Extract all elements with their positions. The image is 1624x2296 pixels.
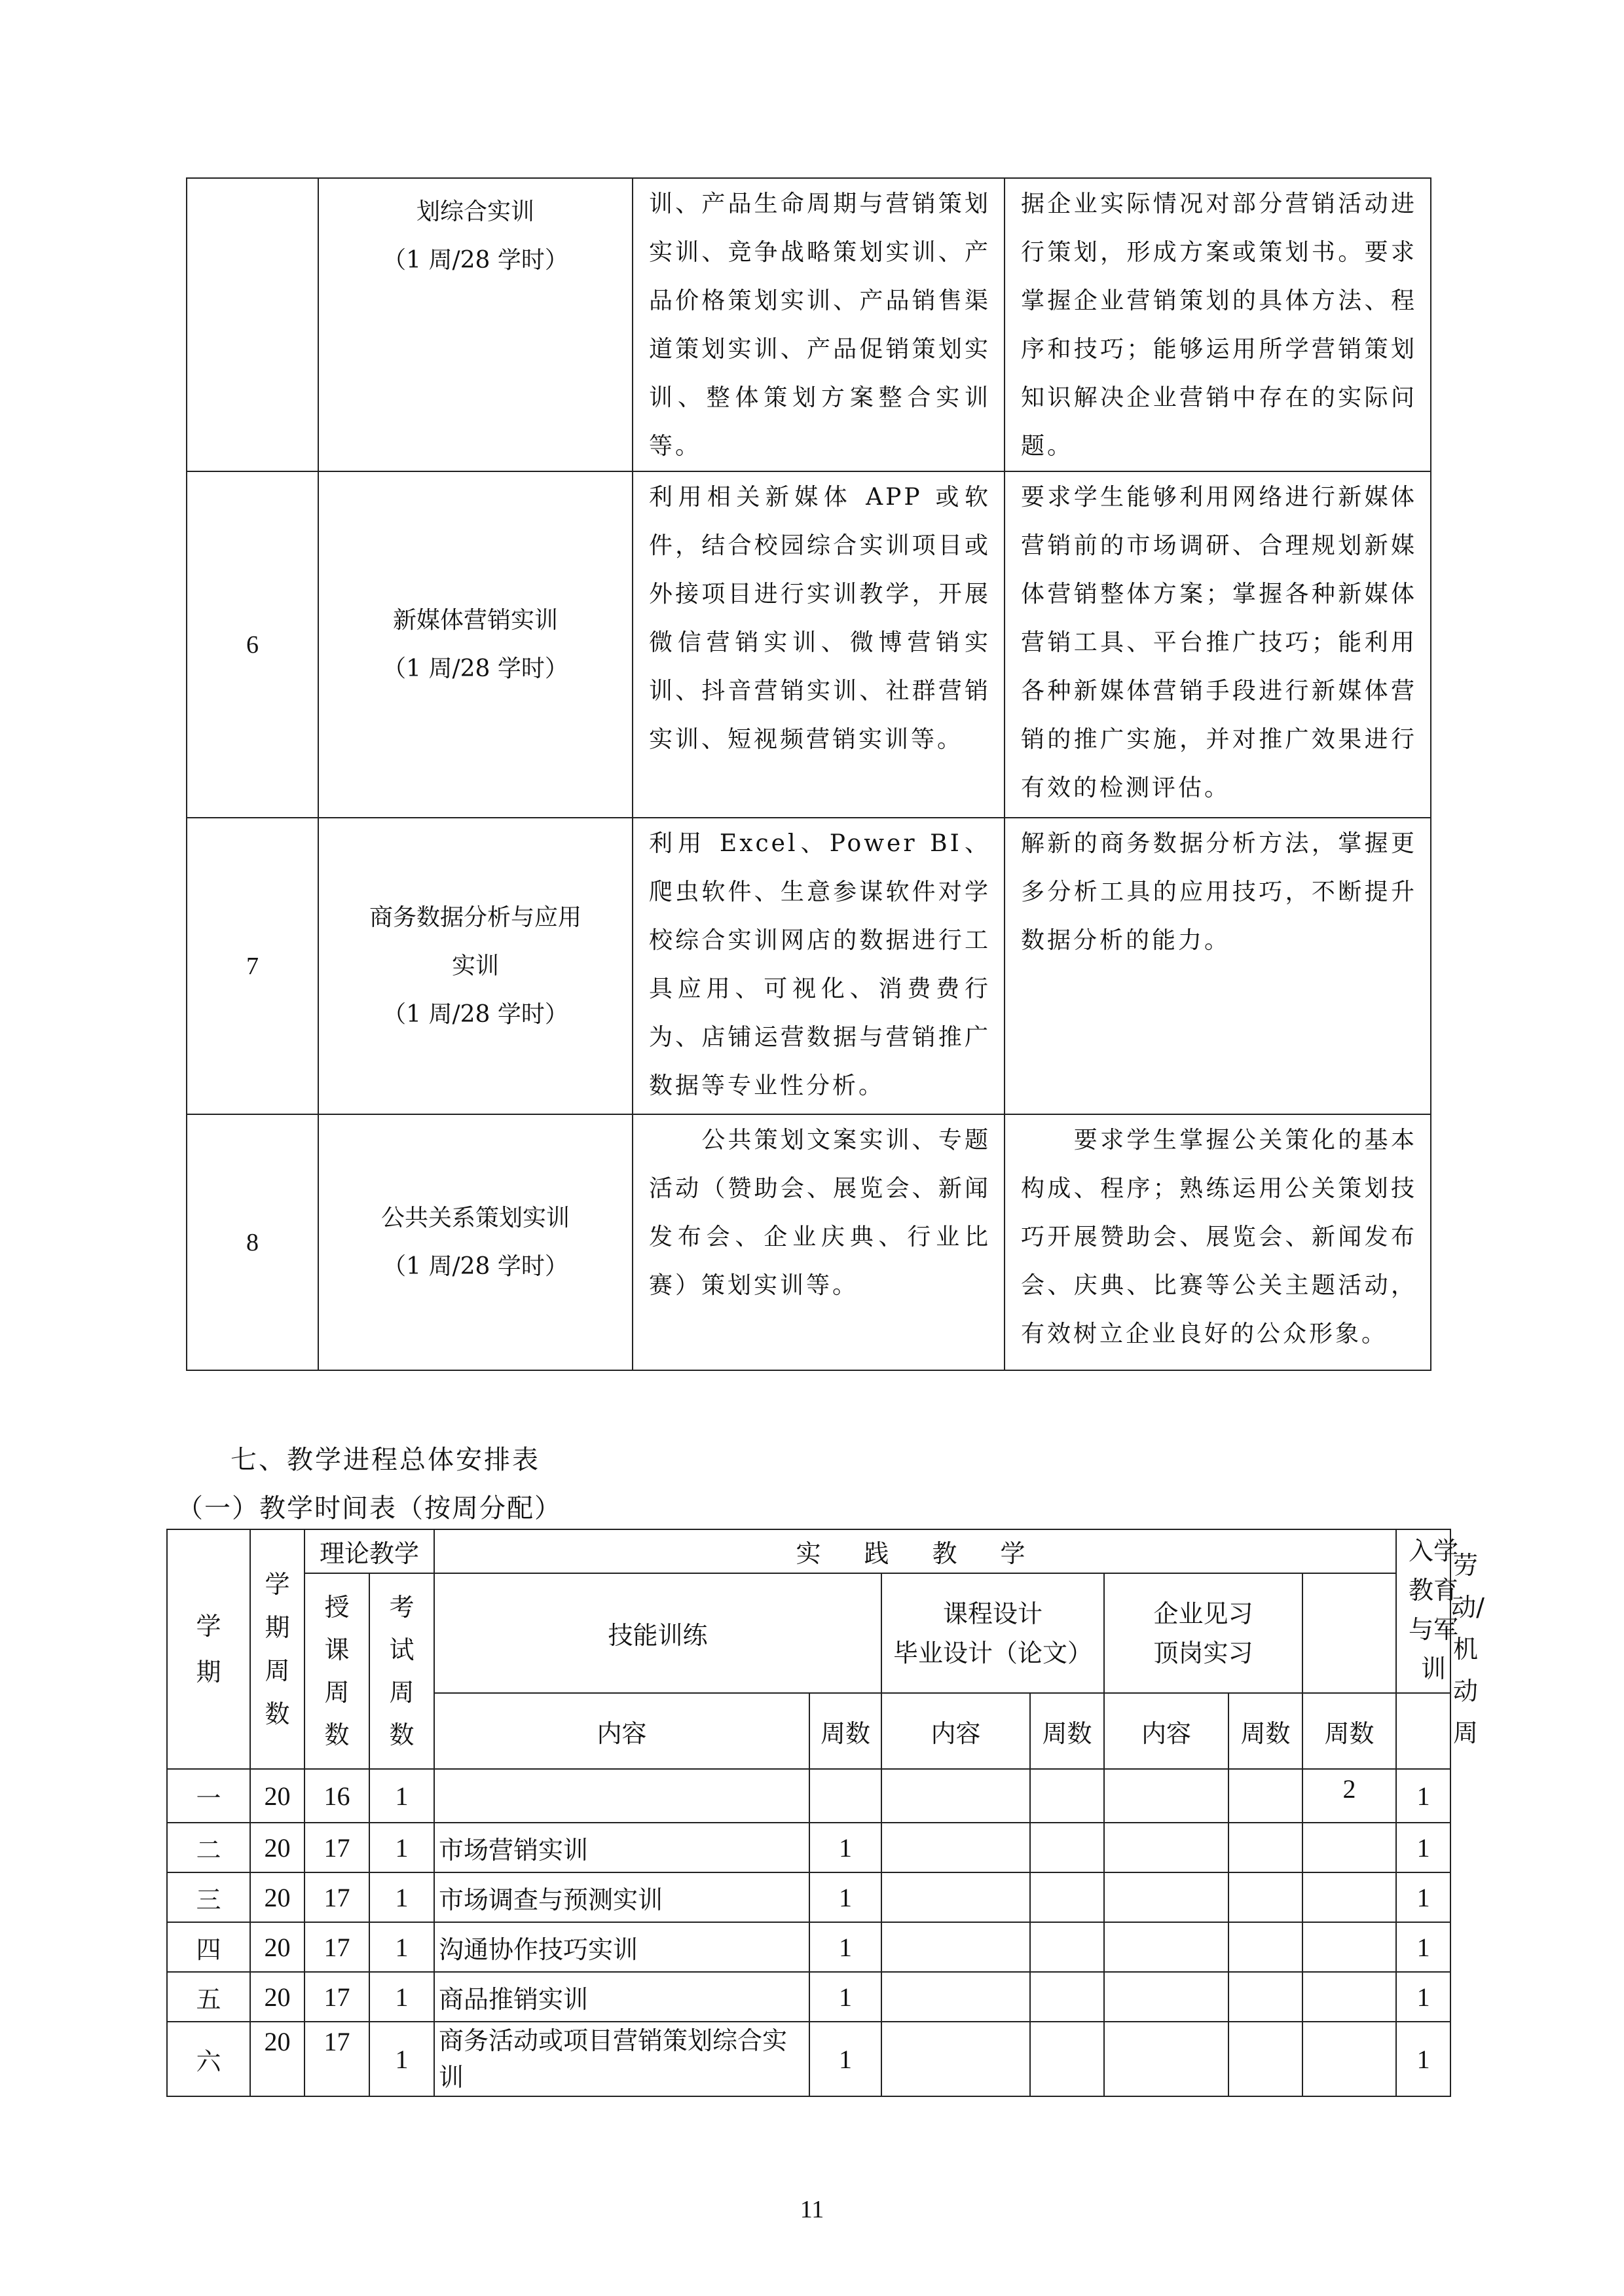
cell-semester-weeks: 20 [250, 1972, 304, 2022]
project-content: 训、产品生命周期与营销策划实训、竞争战略策划实训、产品价格策划实训、产品销售渠道策划实训、产品促销策划实训、整体策划方案整合实训等。 [633, 178, 1005, 471]
cell-semester: 一 [167, 1769, 250, 1823]
cell-empty [881, 1872, 1030, 1922]
cell-enrollment-weeks: 2 [1302, 1769, 1396, 1823]
cell-skill-weeks: 1 [809, 1823, 881, 1872]
header-content: 内容 [1104, 1693, 1228, 1769]
section-title: 七、教学进程总体安排表 [231, 1445, 540, 1475]
cell-exam-weeks: 1 [369, 2022, 434, 2096]
header-teaching-weeks-label: 授课周数 [324, 1592, 350, 1749]
table-row [167, 1972, 1450, 2022]
cell-empty [1228, 1922, 1302, 1972]
project-requirement: 要求学生能够利用网络进行新媒体营销前的市场调研、合理规划新媒体营销整体方案；掌握各种新媒体营销工具、平台推广技巧；能利用各种新媒体营销手段进行新媒体营销的推广实施，并对推广效果进行有效的检测评估。 [1005, 471, 1431, 818]
cell-empty [1030, 2022, 1104, 2096]
header-content: 内容 [881, 1693, 1030, 1769]
header-weeks: 周数 [1228, 1693, 1302, 1769]
header-teaching-weeks [304, 1573, 369, 1769]
cell-teaching-weeks: 17 [304, 1972, 369, 2022]
header-exam-weeks-label: 考试周数 [389, 1592, 415, 1749]
table-row [167, 1769, 1450, 1823]
cell-semester: 六 [167, 2022, 250, 2096]
cell-semester: 二 [167, 1823, 250, 1872]
table-row [187, 818, 1431, 1114]
cell-teaching-weeks: 17 [304, 1823, 369, 1872]
cell-empty [1228, 1972, 1302, 2022]
cell-exam-weeks: 1 [369, 1823, 434, 1872]
table-row [187, 471, 1431, 818]
cell-semester-weeks: 20 [250, 2022, 304, 2096]
table-row [167, 2022, 1450, 2096]
cell-semester: 五 [167, 1972, 250, 2022]
row-number: 6 [187, 471, 318, 818]
cell-teaching-weeks: 16 [304, 1769, 369, 1823]
cell-labor-weeks: 1 [1396, 2022, 1450, 2096]
cell-labor-weeks: 1 [1396, 1823, 1450, 1872]
header-internship [1104, 1573, 1302, 1693]
cell-labor-weeks: 1 [1396, 1972, 1450, 2022]
table-row [167, 1922, 1450, 1972]
cell-semester: 四 [167, 1922, 250, 1972]
header-semester-label: 学期 [196, 1612, 221, 1686]
header-skill-training: 技能训练 [434, 1573, 881, 1693]
header-weeks: 周数 [1302, 1693, 1396, 1769]
cell-empty [881, 1823, 1030, 1872]
project-name [318, 178, 633, 471]
header-enrollment [1396, 1529, 1459, 1693]
table-row [187, 178, 1431, 471]
project-name-line: 划综合实训 [416, 198, 534, 225]
cell-empty [1228, 1823, 1302, 1872]
cell-empty [881, 1769, 1030, 1823]
row-number: 7 [187, 818, 318, 1114]
cell-empty [1228, 1769, 1302, 1823]
cell-exam-weeks: 1 [369, 1872, 434, 1922]
subsection-title: （一）教学时间表（按周分配） [177, 1493, 562, 1523]
cell-semester: 三 [167, 1872, 250, 1922]
cell-enrollment-weeks [1302, 1972, 1396, 2022]
header-semester [167, 1529, 250, 1769]
cell-teaching-weeks: 17 [304, 1922, 369, 1972]
cell-semester-weeks: 20 [250, 1922, 304, 1972]
header-course-design-line: 毕业设计（论文） [893, 1638, 1093, 1667]
cell-labor-weeks: 1 [1396, 1769, 1450, 1823]
project-name-line: 商务数据分析与应用 [369, 903, 581, 931]
cell-enrollment-weeks [1302, 1922, 1396, 1972]
cell-empty [1030, 1823, 1104, 1872]
table-row [167, 1823, 1450, 1872]
table-row [167, 1872, 1450, 1922]
header-row [167, 1529, 1450, 1573]
cell-empty [1104, 1922, 1228, 1972]
cell-empty [881, 1922, 1030, 1972]
header-row [167, 1573, 1450, 1693]
cell-empty [1030, 1972, 1104, 2022]
cell-skill-content: 商品推销实训 [434, 1972, 809, 2022]
header-course-design-line: 课程设计 [943, 1599, 1043, 1628]
project-requirement: 据企业实际情况对部分营销活动进行策划，形成方案或策划书。要求掌握企业营销策划的具体方法、程序和技巧；能够运用所学营销策划知识解决企业营销中存在的实际问题。 [1005, 178, 1431, 471]
cell-exam-weeks: 1 [369, 1922, 434, 1972]
cell-labor-weeks: 1 [1396, 1922, 1450, 1972]
cell-skill-content: 市场营销实训 [434, 1823, 809, 1872]
header-enrollment-label: 入学教育与军训 [1409, 1537, 1459, 1683]
header-labor-label: 劳动/机动周 [1451, 1551, 1485, 1747]
cell-semester-weeks: 20 [250, 1769, 304, 1823]
cell-empty [1030, 1922, 1104, 1972]
project-requirement: 要求学生掌握公关策化的基本构成、程序；熟练运用公关策划技巧开展赞助会、展览会、新闻发布会、庆典、比赛等公关主题活动，有效树立企业良好的公众形象。 [1005, 1114, 1431, 1370]
header-theory: 理论教学 [304, 1529, 434, 1573]
project-hours: （1 周/28 学时） [382, 1000, 568, 1028]
cell-skill-weeks: 1 [809, 1972, 881, 2022]
cell-skill-content [434, 1769, 809, 1823]
cell-empty [1228, 1872, 1302, 1922]
cell-empty [1104, 1972, 1228, 2022]
cell-empty [1104, 1769, 1228, 1823]
cell-empty [881, 2022, 1030, 2096]
header-weeks: 周数 [1030, 1693, 1104, 1769]
cell-enrollment-weeks [1302, 1872, 1396, 1922]
cell-exam-weeks: 1 [369, 1972, 434, 2022]
project-hours: （1 周/28 学时） [382, 247, 568, 274]
project-content: 利用 Excel、Power BI、爬虫软件、生意参谋软件对学校综合实训网店的数据进行工具应用、可视化、消费费行为、店铺运营数据与营销推广数据等专业性分析。 [633, 818, 1005, 1114]
cell-empty [1030, 1872, 1104, 1922]
table-row [187, 1114, 1431, 1370]
cell-enrollment-weeks [1302, 2022, 1396, 2096]
cell-semester-weeks: 20 [250, 1823, 304, 1872]
project-requirement: 解新的商务数据分析方法，掌握更多分析工具的应用技巧，不断提升数据分析的能力。 [1005, 818, 1431, 1114]
cell-enrollment-weeks [1302, 1823, 1396, 1872]
project-name-line: 新媒体营销实训 [392, 606, 558, 634]
header-semester-weeks [250, 1529, 304, 1769]
cell-skill-weeks: 1 [809, 1922, 881, 1972]
header-content: 内容 [434, 1693, 809, 1769]
project-name-line: 实训 [451, 952, 499, 979]
cell-teaching-weeks: 17 [304, 2022, 369, 2096]
cell-skill-weeks: 1 [809, 1872, 881, 1922]
schedule-table [166, 1529, 1485, 2097]
cell-skill-weeks [809, 1769, 881, 1823]
row-number: 8 [187, 1114, 318, 1370]
cell-empty [1104, 1872, 1228, 1922]
header-internship-line: 顶岗实习 [1153, 1638, 1253, 1667]
cell-empty [881, 1972, 1030, 2022]
cell-exam-weeks: 1 [369, 1769, 434, 1823]
header-course-design [881, 1573, 1104, 1693]
project-name [318, 1114, 633, 1370]
cell-skill-content: 沟通协作技巧实训 [434, 1922, 809, 1972]
cell-skill-content: 市场调查与预测实训 [434, 1872, 809, 1922]
project-content: 公共策划文案实训、专题活动（赞助会、展览会、新闻发布会、企业庆典、行业比赛）策划实训等。 [633, 1114, 1005, 1370]
cell-semester-weeks: 20 [250, 1872, 304, 1922]
project-content: 利用相关新媒体 APP 或软件，结合校园综合实训项目或外接项目进行实训教学，开展微信营销实训、微博营销实训、抖音营销实训、社群营销实训、短视频营销实训等。 [633, 471, 1005, 818]
header-exam-weeks [369, 1573, 434, 1769]
project-name [318, 471, 633, 818]
header-semester-weeks-label: 学期周数 [265, 1570, 290, 1728]
header-weeks: 周数 [809, 1693, 881, 1769]
page-number: 11 [800, 2196, 824, 2223]
project-hours: （1 周/28 学时） [382, 655, 568, 682]
row-number [187, 178, 318, 471]
project-hours: （1 周/28 学时） [382, 1252, 568, 1280]
cell-empty [1030, 1769, 1104, 1823]
header-practice: 实 践 教 学 [434, 1529, 1396, 1573]
cell-empty [1104, 1823, 1228, 1872]
cell-skill-content: 商务活动或项目营销策划综合实训 [434, 2022, 809, 2096]
cell-empty [1228, 2022, 1302, 2096]
project-name [318, 818, 633, 1114]
cell-skill-weeks: 1 [809, 2022, 881, 2096]
training-projects-table [186, 177, 1431, 1371]
header-internship-line: 企业见习 [1153, 1599, 1253, 1628]
cell-labor-weeks: 1 [1396, 1872, 1450, 1922]
project-name-line: 公共关系策划实训 [380, 1204, 570, 1231]
cell-empty [1104, 2022, 1228, 2096]
cell-teaching-weeks: 17 [304, 1872, 369, 1922]
